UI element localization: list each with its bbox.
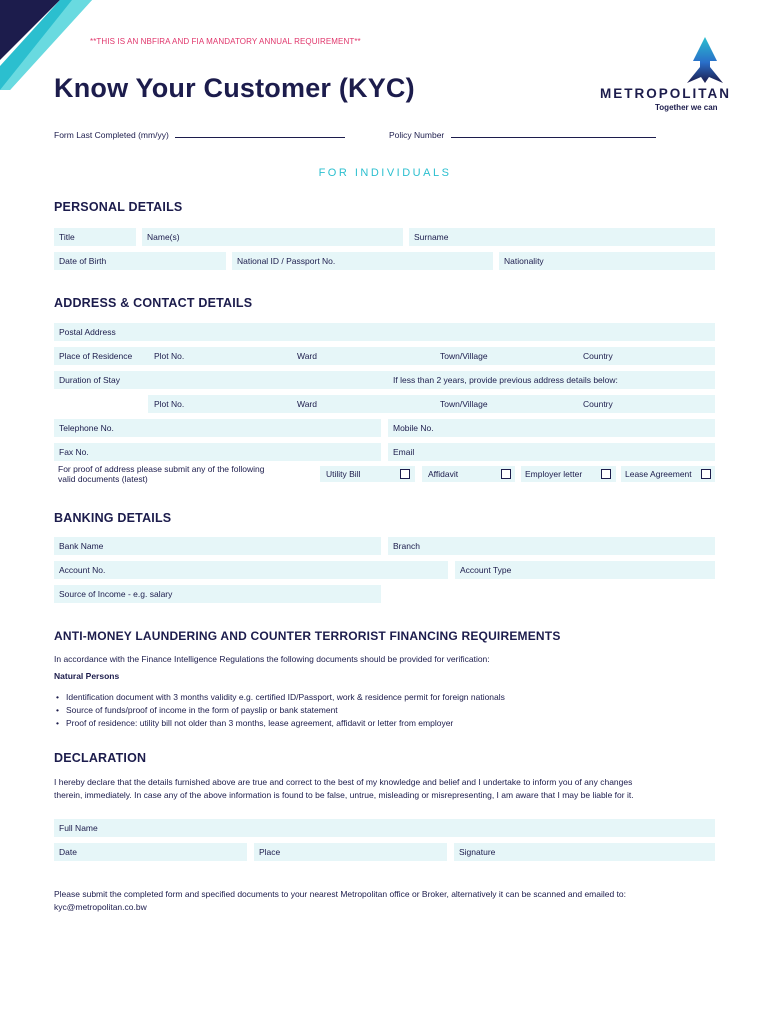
title-field[interactable] [54, 228, 136, 246]
names-field[interactable] [142, 228, 403, 246]
date-label: Date [59, 847, 77, 857]
section-declaration: DECLARATION [54, 751, 147, 765]
page-title: Know Your Customer (KYC) [54, 73, 415, 103]
section-address-contact: ADDRESS & CONTACT DETAILS [54, 296, 253, 310]
lease-agreement-label: Lease Agreement [625, 469, 692, 479]
utility-bill-checkbox[interactable] [400, 469, 410, 479]
declaration-text [54, 776, 634, 802]
lease-agreement-checkbox[interactable] [701, 469, 711, 479]
fax-field[interactable] [54, 443, 381, 461]
section-banking-details: BANKING DETAILS [54, 511, 172, 525]
submission-note [54, 888, 626, 914]
place-label: Place [259, 847, 281, 857]
logo-name: METROPOLITAN [600, 86, 731, 101]
surname-field[interactable] [409, 228, 715, 246]
account-no-field[interactable] [54, 561, 448, 579]
town2-label: Town/Village [440, 399, 488, 409]
ward-label: Ward [297, 351, 317, 361]
declaration-line-2: therein, immediately. In case any of the above information is found to be false, untrue, misleading or misrepresenting, I am aware that I may be liable for it. [54, 790, 634, 800]
bank-name-field[interactable] [54, 537, 381, 555]
nationality-label: Nationality [504, 256, 544, 266]
form-last-completed-row [54, 129, 345, 140]
postal-address-label: Postal Address [59, 327, 116, 337]
mobile-label: Mobile No. [393, 423, 434, 433]
title-label: Title [59, 232, 75, 242]
account-no-label: Account No. [59, 565, 106, 575]
national-id-field[interactable] [232, 252, 493, 270]
form-subtitle: FOR INDIVIDUALS [318, 167, 452, 179]
names-label: Name(s) [147, 232, 180, 242]
declaration-line-1: I hereby declare that the details furnished above are true and correct to the best of my knowledge and belief and I undertake to inform you of any changes [54, 777, 633, 787]
account-type-field[interactable] [455, 561, 715, 579]
signature-label: Signature [459, 847, 496, 857]
proof-of-address-note [58, 464, 264, 484]
utility-bill-label: Utility Bill [326, 469, 361, 479]
email-label: Email [393, 447, 415, 457]
affidavit-checkbox[interactable] [501, 469, 511, 479]
source-of-income-field[interactable] [54, 585, 381, 603]
policy-number-line[interactable] [451, 129, 656, 138]
plot-label: Plot No. [154, 351, 185, 361]
natural-persons-label: Natural Persons [54, 671, 120, 681]
proof-line-1: For proof of address please submit any of the following [58, 464, 265, 474]
policy-number-label: Policy Number [389, 130, 445, 140]
country-label: Country [583, 351, 613, 361]
section-aml: ANTI-MONEY LAUNDERING AND COUNTER TERRORIST FINANCING REQUIREMENTS [54, 629, 561, 643]
ward2-label: Ward [297, 399, 317, 409]
branch-field[interactable] [388, 537, 715, 555]
aml-document-list [56, 691, 505, 730]
previous-address-note: If less than 2 years, provide previous address details below: [393, 375, 618, 385]
aml-intro: In accordance with the Finance Intelligence Regulations the following documents should be provided for verification: [54, 654, 490, 664]
nationality-field[interactable] [499, 252, 715, 270]
place-of-residence-label: Place of Residence [59, 351, 133, 361]
affidavit-label: Affidavit [428, 469, 459, 479]
date-field[interactable] [54, 843, 247, 861]
dob-field[interactable] [54, 252, 226, 270]
bank-name-label: Bank Name [59, 541, 104, 551]
telephone-label: Telephone No. [59, 423, 114, 433]
signature-field[interactable] [454, 843, 715, 861]
country2-label: Country [583, 399, 613, 409]
policy-number-row [389, 129, 656, 140]
form-last-completed-label: Form Last Completed (mm/yy) [54, 130, 169, 140]
national-id-label: National ID / Passport No. [237, 256, 336, 266]
metropolitan-logo-icon [683, 37, 727, 83]
duration-label: Duration of Stay [59, 375, 120, 385]
employer-letter-label: Employer letter [525, 469, 583, 479]
submission-email[interactable]: kyc@metropolitan.co.bw [54, 902, 147, 912]
employer-letter-checkbox[interactable] [601, 469, 611, 479]
email-field[interactable] [388, 443, 715, 461]
proof-line-2: valid documents (latest) [58, 474, 148, 484]
account-type-label: Account Type [460, 565, 512, 575]
full-name-label: Full Name [59, 823, 98, 833]
section-personal-details: PERSONAL DETAILS [54, 200, 183, 214]
list-item: • Identification document with 3 months validity e.g. certified ID/Passport, work & residence permit for foreign nationals [56, 691, 505, 704]
source-of-income-label: Source of Income - e.g. salary [59, 589, 173, 599]
plot2-label: Plot No. [154, 399, 185, 409]
fax-label: Fax No. [59, 447, 89, 457]
dob-label: Date of Birth [59, 256, 107, 266]
list-item: • Proof of residence: utility bill not older than 3 months, lease agreement, affidavit or letter from employer [56, 717, 505, 730]
town-label: Town/Village [440, 351, 488, 361]
telephone-field[interactable] [54, 419, 381, 437]
mobile-field[interactable] [388, 419, 715, 437]
form-last-completed-line[interactable] [175, 129, 345, 138]
previous-address-row[interactable] [148, 395, 715, 413]
submission-line: Please submit the completed form and specified documents to your nearest Metropolitan office or Broker, alternatively it can be scanned and emailed to: [54, 889, 627, 899]
full-name-field[interactable] [54, 819, 715, 837]
list-item: • Source of funds/proof of income in the form of payslip or bank statement [56, 704, 505, 717]
surname-label: Surname [414, 232, 449, 242]
branch-label: Branch [393, 541, 420, 551]
mandatory-note: **THIS IS AN NBFIRA AND FIA MANDATORY ANNUAL REQUIREMENT** [90, 37, 361, 46]
place-field[interactable] [254, 843, 447, 861]
postal-address-field[interactable] [54, 323, 715, 341]
logo-tagline: Together we can [655, 103, 718, 112]
